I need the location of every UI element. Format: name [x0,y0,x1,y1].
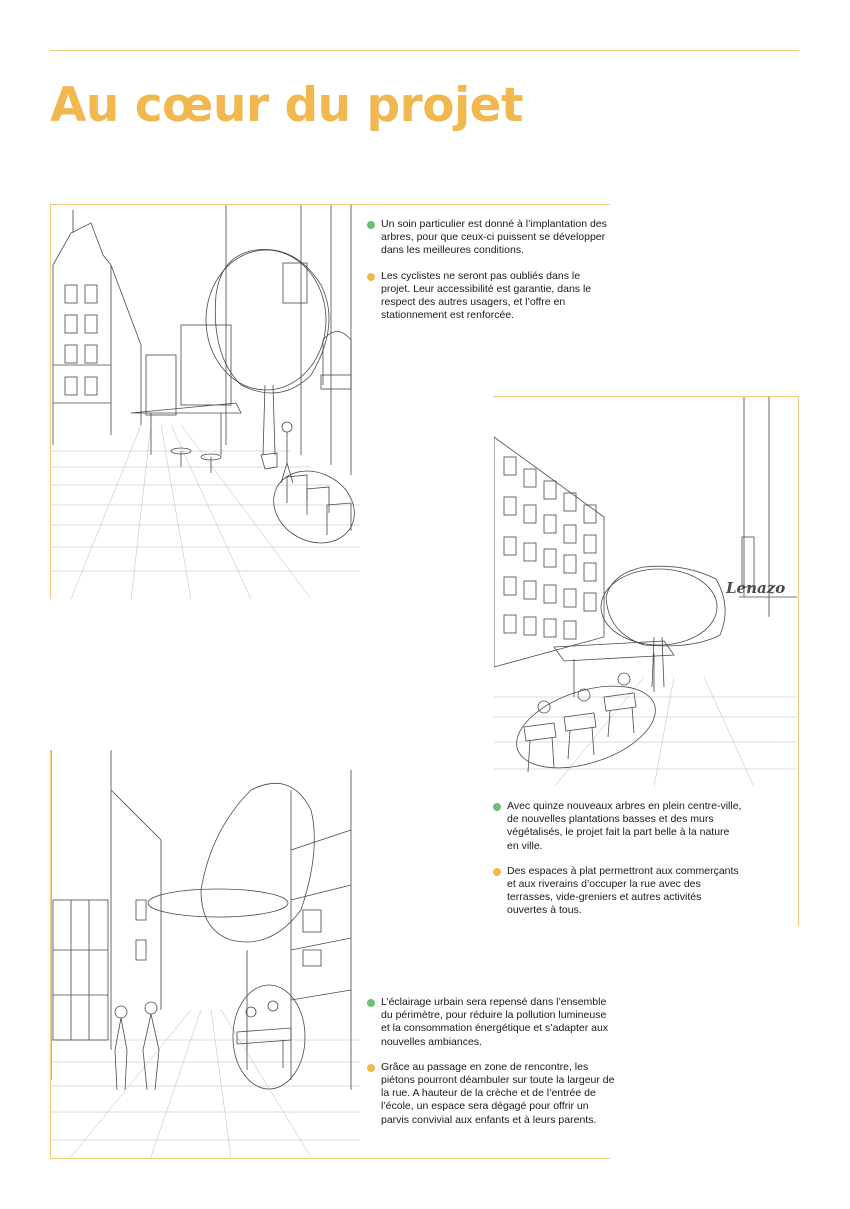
green-dot-icon [493,803,501,811]
bullet-item: Un soin particulier est donné à l’implantation des arbres, pour que ceux-ci puissent se développer dans les meilleures conditions. [367,218,612,258]
terrace-highlight-2 [506,671,665,784]
shop-sign-text: Lenazo [726,579,786,597]
orange-dot-icon [493,868,501,876]
bullet-item: L’éclairage urbain sera repensé dans l’ensemble du périmètre, pour réduire la pollution lumineuse et la consommation énergétique et s’adapter aux nouvelles ambiances. [367,996,617,1049]
orange-dot-icon [367,1064,375,1072]
bullet-item: Grâce au passage en zone de rencontre, les piétons pourront déambuler sur toute la largeur de la rue. A hauteur de la crèche et de l’entrée de l’école, un espace sera dégagé pour offrir un parvis convivial aux enfants et à leurs parents. [367,1061,617,1127]
page-title: Au cœur du projet [50,78,524,133]
illustration-3 [51,750,360,1157]
tree-canopy-highlight-1 [206,250,326,390]
bullet-list-2 [493,800,743,930]
bullet-item: Les cyclistes ne seront pas oubliés dans le projet. Leur accessibilité est garantie, dans le respect des autres usagers, et l’offre en stationnement est renforcée. [367,270,612,323]
tree-canopy-highlight-2 [601,569,717,645]
illustration-1 [51,205,360,599]
meeting-zone-highlight-3 [233,985,305,1089]
orange-dot-icon [367,273,375,281]
top-rule [50,50,799,51]
lighting-highlight-3 [148,889,288,917]
paving-1 [51,425,360,599]
bike-parking-highlight-1 [261,457,360,556]
frame-bottom-3 [50,1158,610,1159]
bullet-list-3 [367,996,617,1139]
green-dot-icon [367,221,375,229]
green-dot-icon [367,999,375,1007]
frame-right-2 [798,396,799,926]
bullet-item: Avec quinze nouveaux arbres en plein centre-ville, de nouvelles plantations basses et des murs végétalisés, le projet fait la part belle à la nature en ville. [493,800,743,853]
bullet-list-1 [367,218,612,334]
bullet-item: Des espaces à plat permettront aux commerçants et aux riverains d’occuper la rue avec des terrasses, vide-greniers et autres activités ouvertes à tous. [493,865,743,918]
illustration-2 [494,397,797,787]
